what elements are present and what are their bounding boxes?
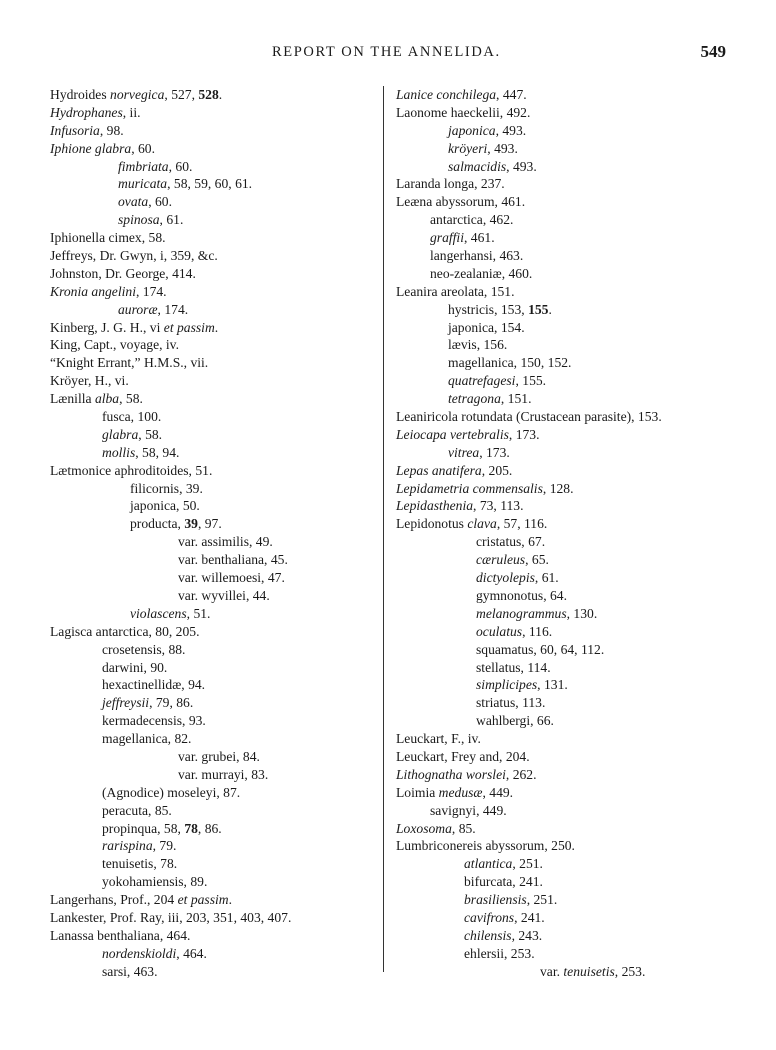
index-entry (396, 265, 726, 283)
index-entry (50, 515, 370, 533)
entry-text: , 493. (495, 122, 527, 138)
index-entry (396, 623, 726, 641)
index-entry (396, 354, 726, 372)
entry-text: var. grubei, 84. (178, 748, 260, 764)
index-entry (396, 730, 726, 748)
index-entry (396, 909, 726, 927)
index-entry (50, 623, 370, 641)
index-entry (50, 712, 370, 730)
index-column-left (50, 86, 370, 981)
entry-italic-text: Lepidasthenia (396, 498, 474, 514)
index-entry (50, 891, 370, 909)
index-entry (396, 891, 726, 909)
index-entry (396, 820, 726, 838)
entry-italic-text: glabra (102, 426, 139, 442)
entry-text: magellanica, 150, 152. (448, 355, 572, 371)
index-entry (396, 408, 726, 426)
entry-text: , 174. (157, 301, 189, 317)
entry-bold-page: 155 (528, 301, 549, 317)
entry-text: var. benthaliana, 45. (178, 552, 288, 568)
index-entry (396, 515, 726, 533)
entry-italic-text: et passim (163, 319, 215, 335)
index-entry (396, 444, 726, 462)
index-entry (396, 963, 726, 981)
entry-italic-text: jeffreysii (102, 695, 150, 711)
entry-text: wahlbergi, 66. (476, 713, 554, 729)
index-entry (396, 229, 726, 247)
entry-italic-text: cæruleus (476, 552, 526, 568)
index-entry (396, 659, 726, 677)
entry-text: stellatus, 114. (476, 659, 551, 675)
index-entry (396, 587, 726, 605)
index-entry (396, 569, 726, 587)
entry-text: , 130. (566, 605, 598, 621)
entry-text: kermadecensis, 93. (102, 713, 206, 729)
entry-italic-text: Lepas anatifera (396, 462, 482, 478)
index-entry (396, 175, 726, 193)
index-entry (50, 408, 370, 426)
index-entry (50, 659, 370, 677)
index-entry (396, 533, 726, 551)
index-column-right (396, 86, 726, 981)
entry-text: , 241. (514, 909, 545, 925)
entry-italic-text: tenuisetis (563, 963, 615, 979)
entry-italic-text: clava (467, 516, 497, 532)
entry-text: , 73, 113. (473, 498, 524, 514)
entry-text: Iphionella cimex, 58. (50, 230, 166, 246)
entry-text: , 60. (131, 140, 155, 156)
index-entry (50, 319, 370, 337)
index-entry (50, 855, 370, 873)
entry-text: Laonome haeckelii, 492. (396, 104, 531, 120)
entry-text: King, Capt., voyage, iv. (50, 337, 179, 353)
entry-text: , ii. (122, 104, 141, 120)
entry-text: , 58. (119, 391, 143, 407)
entry-text: , 57, 116. (496, 516, 548, 532)
entry-text: , 116. (522, 623, 553, 639)
entry-italic-text: kröyeri (448, 140, 488, 156)
entry-text: , 58, 59, 60, 61. (167, 176, 253, 192)
index-entry (396, 104, 726, 122)
entry-text: Lankester, Prof. Ray, iii, 203, 351, 403, 407. (50, 909, 292, 925)
entry-text: , 461. (464, 230, 495, 246)
entry-text: , 447. (496, 87, 527, 102)
entry-text: , 79, 86. (149, 695, 194, 711)
index-entry (50, 802, 370, 820)
index-entry (396, 945, 726, 963)
entry-italic-text: rarispina (102, 838, 153, 854)
index-entry (50, 104, 370, 122)
entry-text: Langerhans, Prof., 204 (50, 892, 178, 908)
index-entry (50, 676, 370, 694)
entry-text: sarsi, 463. (102, 963, 158, 979)
entry-text: , 51. (186, 605, 211, 621)
index-entry (396, 211, 726, 229)
entry-text: . (548, 301, 552, 317)
entry-text: , 262. (505, 766, 537, 782)
index-entry (396, 551, 726, 569)
entry-text: hexactinellidæ, 94. (102, 677, 206, 693)
entry-italic-text: salmacidis (448, 158, 507, 174)
entry-text: var. willemoesi, 47. (178, 570, 285, 586)
entry-text: , 65. (525, 552, 549, 568)
entry-text: , 128. (542, 480, 574, 496)
entry-text: Kröyer, H., vi. (50, 373, 129, 389)
index-entry (50, 963, 370, 981)
entry-text: antarctica, 462. (430, 212, 514, 228)
index-entry (50, 390, 370, 408)
entry-italic-text: fimbriata (118, 158, 169, 174)
entry-text: Loimia (396, 784, 439, 800)
entry-bold-page: 528 (198, 87, 219, 102)
entry-text: , 131. (537, 677, 568, 693)
running-title: REPORT ON THE ANNELIDA. (272, 44, 501, 60)
entry-text: . (228, 892, 232, 908)
entry-text: Johnston, Dr. George, 414. (50, 265, 196, 281)
index-entry (50, 211, 370, 229)
entry-text: , 86. (197, 820, 222, 836)
entry-text: , 61. (534, 570, 559, 586)
index-entry (50, 372, 370, 390)
index-entry (50, 587, 370, 605)
entry-text: Lætmonice aphroditoides, 51. (50, 462, 213, 478)
entry-italic-text: Iphione glabra (50, 140, 132, 156)
entry-text: savignyi, 449. (430, 802, 507, 818)
entry-text: Lænilla (50, 391, 95, 407)
entry-text: striatus, 113. (476, 695, 546, 711)
entry-italic-text: chilensis (464, 927, 512, 943)
entry-italic-text: simplicipes (476, 677, 538, 693)
index-entry (396, 122, 726, 140)
entry-text: Leuckart, Frey and, 204. (396, 748, 530, 764)
entry-text: var. wyvillei, 44. (178, 587, 270, 603)
entry-text: propinqua, 58, (102, 820, 185, 836)
index-entry (396, 784, 726, 802)
index-entry (50, 569, 370, 587)
entry-text: Lumbriconereis abyssorum, 250. (396, 838, 575, 854)
entry-italic-text: Kronia angelini (50, 283, 136, 299)
index-entry (50, 158, 370, 176)
index-entry (396, 497, 726, 515)
entry-text: producta, (130, 516, 185, 532)
entry-text: Lepidonotus (396, 516, 468, 532)
entry-text: , 58. (138, 426, 163, 442)
entry-text: , 174. (135, 283, 167, 299)
entry-text: fusca, 100. (102, 409, 162, 425)
entry-text: , 58, 94. (135, 444, 180, 460)
entry-text: squamatus, 60, 64, 112. (476, 641, 605, 657)
entry-text: , 493. (506, 158, 537, 174)
entry-italic-text: graffii (430, 230, 464, 246)
index-entry (50, 480, 370, 498)
entry-text: , 151. (500, 391, 532, 407)
entry-text: , 155. (515, 373, 547, 389)
index-entry (396, 193, 726, 211)
entry-text: Leæna abyssorum, 461. (396, 194, 526, 210)
entry-text: Leanira areolata, 151. (396, 283, 515, 299)
entry-text: japonica, 50. (130, 498, 200, 514)
index-entry (50, 247, 370, 265)
index-entry (396, 319, 726, 337)
entry-italic-text: japonica (448, 122, 496, 138)
index-entry (50, 462, 370, 480)
index-entry (50, 945, 370, 963)
entry-text: filicornis, 39. (130, 480, 203, 496)
entry-italic-text: Infusoria (50, 122, 100, 138)
index-entry (50, 748, 370, 766)
index-entry (50, 426, 370, 444)
entry-text: neo-zealaniæ, 460. (430, 265, 533, 281)
entry-text: peracuta, 85. (102, 802, 172, 818)
entry-text: crosetensis, 88. (102, 641, 186, 657)
entry-italic-text: quatrefagesi (448, 373, 516, 389)
entry-text: , 243. (511, 927, 543, 943)
entry-text: , 85. (451, 820, 476, 836)
entry-italic-text: cavifrons (464, 909, 515, 925)
entry-italic-text: Loxosoma (396, 820, 452, 836)
index-entry (50, 694, 370, 712)
index-entry (396, 837, 726, 855)
index-entry (50, 909, 370, 927)
index-entry (50, 605, 370, 623)
index-entry (396, 873, 726, 891)
entry-text: , 464. (176, 945, 207, 961)
entry-text: var. (540, 963, 564, 979)
index-entry (50, 301, 370, 319)
entry-italic-text: atlantica (464, 856, 513, 872)
entry-text: darwini, 90. (102, 659, 168, 675)
index-entry (396, 766, 726, 784)
index-entry (50, 820, 370, 838)
entry-italic-text: et passim (177, 892, 229, 908)
index-entry (396, 712, 726, 730)
entry-italic-text: medusæ (438, 784, 483, 800)
index-entry (396, 283, 726, 301)
entry-italic-text: tetragona (448, 391, 501, 407)
entry-text: , 493. (487, 140, 518, 156)
entry-text: , 205. (481, 462, 513, 478)
index-entry (50, 873, 370, 891)
entry-text: Hydroides (50, 87, 111, 102)
entry-bold-page: 78 (184, 820, 198, 836)
entry-text: (Agnodice) moseleyi, 87. (102, 784, 241, 800)
index-entry (50, 784, 370, 802)
entry-text: , 253. (614, 963, 646, 979)
index-entry (396, 855, 726, 873)
entry-italic-text: melanogrammus (476, 605, 567, 621)
entry-italic-text: ovata (118, 194, 149, 210)
entry-text: tenuisetis, 78. (102, 856, 178, 872)
entry-text: var. murrayi, 83. (178, 766, 269, 782)
entry-text: bifurcata, 241. (464, 874, 543, 890)
index-entry (396, 480, 726, 498)
entry-italic-text: Hydrophanes (50, 104, 123, 120)
index-entry (50, 86, 370, 104)
index-entry (50, 193, 370, 211)
entry-text: Lagisca antarctica, 80, 205. (50, 623, 200, 639)
entry-text: Leuckart, F., iv. (396, 731, 481, 747)
entry-text: , 527, (164, 87, 199, 102)
entry-text: Kinberg, J. G. H., vi (50, 319, 164, 335)
index-entry (396, 158, 726, 176)
entry-italic-text: vitrea (448, 444, 480, 460)
entry-italic-text: mollis (102, 444, 136, 460)
entry-text: , 61. (159, 212, 184, 228)
entry-text: hystricis, 153, (448, 301, 529, 317)
index-entry (50, 730, 370, 748)
entry-italic-text: muricata (118, 176, 168, 192)
entry-italic-text: violascens (130, 605, 187, 621)
entry-text: , 79. (152, 838, 177, 854)
index-entry (50, 140, 370, 158)
entry-italic-text: spinosa (118, 212, 160, 228)
entry-text: , 97. (197, 516, 222, 532)
index-entry (50, 265, 370, 283)
index-entry (396, 140, 726, 158)
entry-italic-text: dictyolepis (476, 570, 535, 586)
index-entry (396, 336, 726, 354)
entry-text: yokohamiensis, 89. (102, 874, 208, 890)
entry-text: lævis, 156. (448, 337, 508, 353)
index-entry (50, 641, 370, 659)
entry-italic-text: oculatus (476, 623, 523, 639)
index-entry (50, 444, 370, 462)
index-entry (396, 462, 726, 480)
index-entry (396, 247, 726, 265)
entry-text: gymnonotus, 64. (476, 587, 568, 603)
index-entry (50, 283, 370, 301)
entry-italic-text: Lanice conchilega (396, 87, 497, 102)
entry-bold-page: 39 (184, 516, 198, 532)
entry-text: ehlersii, 253. (464, 945, 535, 961)
entry-text: japonica, 154. (448, 319, 525, 335)
index-entry (50, 229, 370, 247)
entry-italic-text: norvegica (110, 87, 165, 102)
entry-text: . (218, 87, 223, 102)
entry-italic-text: Leiocapa vertebralis (396, 426, 509, 442)
entry-italic-text: nordenskioldi (102, 945, 177, 961)
entry-text: , 60. (168, 158, 193, 174)
entry-italic-text: auroræ (118, 301, 158, 317)
index-entry (396, 605, 726, 623)
index-entry (50, 837, 370, 855)
entry-text: “Knight Errant,” H.M.S., vii. (50, 355, 209, 371)
index-entry (396, 694, 726, 712)
index-entry (396, 86, 726, 104)
index-entry (396, 748, 726, 766)
index-entry (50, 497, 370, 515)
index-entry (396, 390, 726, 408)
index-entry (396, 676, 726, 694)
entry-text: . (214, 319, 219, 335)
entry-text: , 449. (482, 784, 514, 800)
index-entry (396, 372, 726, 390)
index-entry (50, 175, 370, 193)
entry-text: , 173. (508, 426, 540, 442)
index-entry (396, 927, 726, 945)
index-entry (50, 533, 370, 551)
entry-text: Jeffreys, Dr. Gwyn, i, 359, &c. (50, 248, 218, 264)
index-entry (396, 802, 726, 820)
entry-text: langerhansi, 463. (430, 248, 524, 264)
column-divider (383, 86, 384, 972)
index-entry (50, 927, 370, 945)
page-number: 549 (700, 42, 726, 61)
entry-text: , 60. (148, 194, 172, 210)
entry-text: magellanica, 82. (102, 731, 192, 747)
entry-italic-text: brasiliensis (464, 892, 527, 908)
index-entry (396, 301, 726, 319)
entry-text: , 251. (526, 892, 558, 908)
index-entry (396, 426, 726, 444)
index-entry (50, 766, 370, 784)
page-header (0, 44, 776, 66)
index-entry (396, 641, 726, 659)
index-entry (50, 336, 370, 354)
entry-text: , 251. (512, 856, 543, 872)
index-entry (50, 122, 370, 140)
entry-text: Laranda longa, 237. (396, 176, 505, 192)
entry-italic-text: Lithognatha worslei (396, 766, 506, 782)
entry-text: Leaniricola rotundata (Crustacean parasite), 153. (396, 409, 662, 425)
entry-text: cristatus, 67. (476, 534, 546, 550)
entry-text: , 173. (479, 444, 510, 460)
index-entry (50, 354, 370, 372)
entry-italic-text: alba (94, 391, 120, 407)
index-entry (50, 551, 370, 569)
entry-italic-text: Lepidametria commensalis (396, 480, 543, 496)
entry-text: var. assimilis, 49. (178, 534, 273, 550)
entry-text: , 98. (99, 122, 124, 138)
entry-text: Lanassa benthaliana, 464. (50, 927, 191, 943)
